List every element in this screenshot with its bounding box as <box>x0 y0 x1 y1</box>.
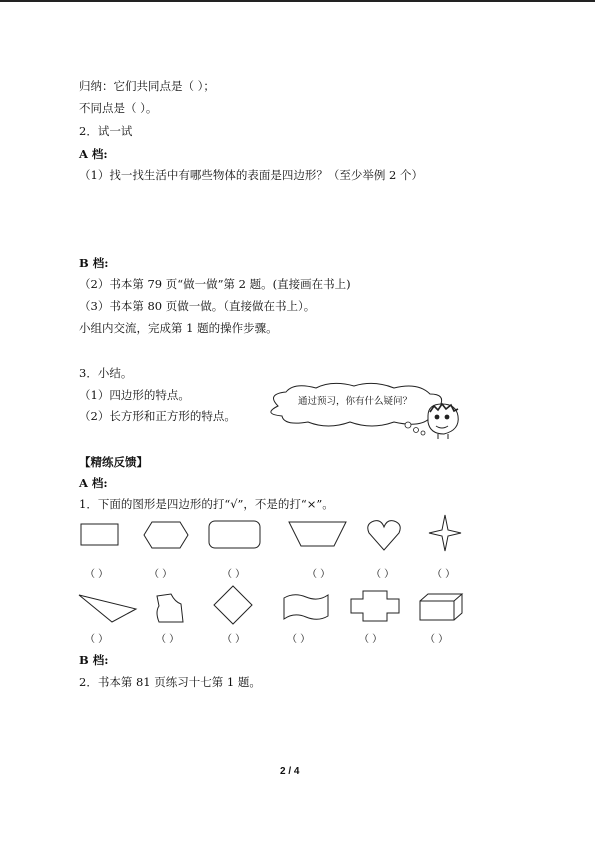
feedback-level-b-label: B 档: <box>79 653 109 667</box>
answer-blank-12[interactable]: （ ） <box>425 634 449 645</box>
level-b-label: B 档: <box>79 256 109 270</box>
feedback-level-a-label: A 档: <box>79 476 108 490</box>
cuboid-icon <box>418 592 464 622</box>
rectangle-icon <box>80 522 120 548</box>
section-conclusion-title: 3．小结。 <box>79 366 133 380</box>
section-try-title: 2．试一试 <box>79 124 133 138</box>
trapezoid-icon <box>288 520 348 548</box>
conclusion-item-1: （1）四边形的特点。 <box>79 388 190 402</box>
triangle-icon <box>78 592 138 624</box>
irregular-shape-icon <box>153 592 185 624</box>
answer-blank-8[interactable]: （ ） <box>156 634 180 645</box>
answer-blank-5[interactable]: （ ） <box>371 569 395 580</box>
heart-icon <box>366 518 402 552</box>
answer-blank-9[interactable]: （ ） <box>222 634 246 645</box>
rounded-rectangle-icon <box>208 520 262 550</box>
answer-blank-11[interactable]: （ ） <box>359 634 383 645</box>
answer-blank-10[interactable]: （ ） <box>287 634 311 645</box>
group-task: 小组内交流，完成第 1 题的操作步骤。 <box>79 321 278 335</box>
summary-common-line: 归纳：它们共同点是（ ）； <box>79 79 215 93</box>
task-b2: （2）书本第 79 页“做一做”第 2 题。(直接画在书上) <box>79 277 351 291</box>
cloud-question-text: 通过预习，你有什么疑问？ <box>298 396 413 407</box>
page-number: 2 / 4 <box>280 766 300 777</box>
four-point-star-icon <box>428 514 462 552</box>
answer-blank-2[interactable]: （ ） <box>149 569 173 580</box>
answer-blank-4[interactable]: （ ） <box>307 569 331 580</box>
feedback-title: 【精练反馈】 <box>79 455 148 469</box>
summary-difference-line: 不同点是（ ）。 <box>79 101 158 115</box>
cartoon-child-icon <box>424 400 464 440</box>
wavy-flag-icon <box>282 592 330 622</box>
answer-blank-3[interactable]: （ ） <box>222 569 246 580</box>
answer-blank-7[interactable]: （ ） <box>85 634 109 645</box>
cross-shape-icon <box>349 589 401 623</box>
level-a-label: A 档: <box>79 147 108 161</box>
answer-blank-1[interactable]: （ ） <box>85 569 109 580</box>
hexagon-icon <box>142 520 190 550</box>
exercise-1-instruction: 1．下面的图形是四边形的打“√”，不是的打“×”。 <box>79 497 334 511</box>
task-a1: （1）找一找生活中有哪些物体的表面是四边形？（至少举例 2 个） <box>79 168 423 182</box>
diamond-icon <box>212 585 254 625</box>
answer-blank-6[interactable]: （ ） <box>432 569 456 580</box>
header-rule <box>0 0 595 2</box>
task-b3: （3）书本第 80 页做一做。（直接做在书上）。 <box>79 299 316 313</box>
conclusion-item-2: （2）长方形和正方形的特点。 <box>79 409 236 423</box>
exercise-2-instruction: 2．书本第 81 页练习十七第 1 题。 <box>79 675 261 689</box>
